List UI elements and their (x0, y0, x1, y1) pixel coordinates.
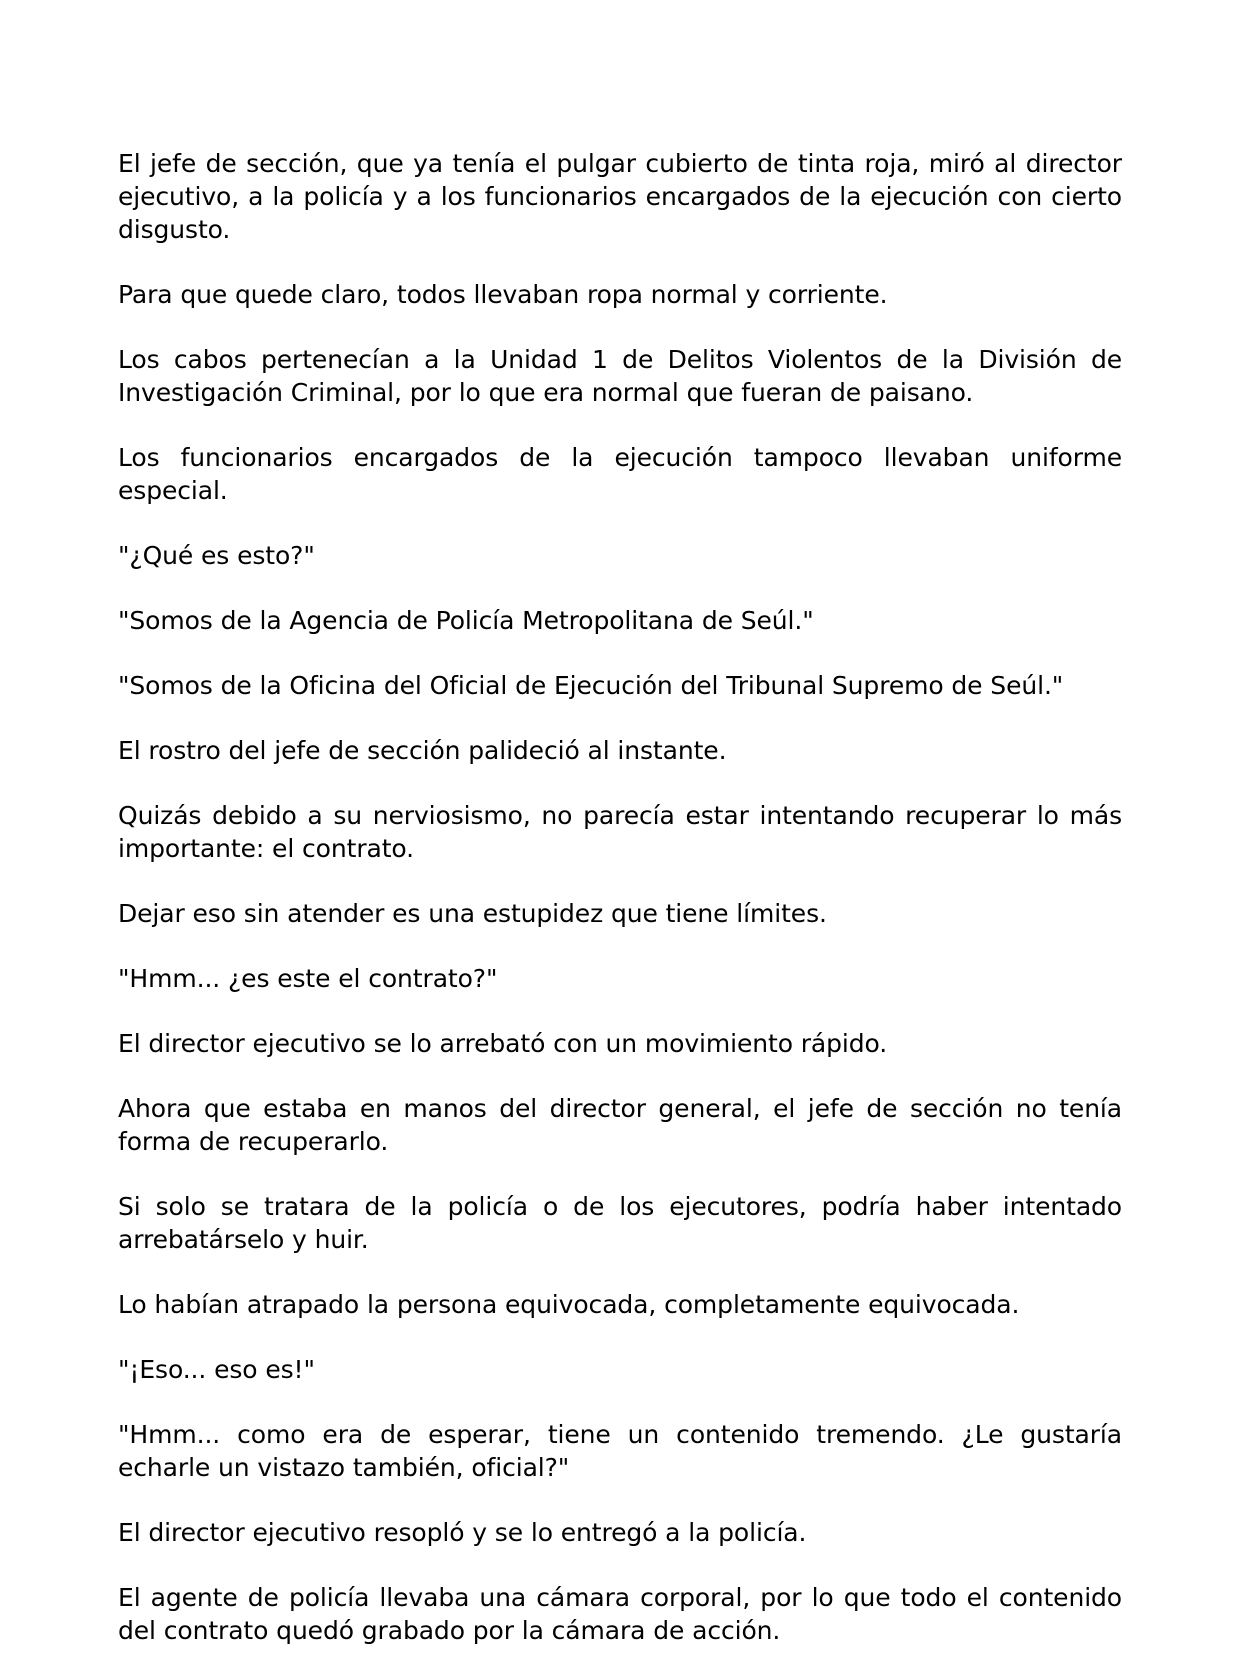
paragraph-13: Ahora que estaba en manos del director general, el jefe de sección no tenía forma de recuperarlo. (118, 1094, 1122, 1156)
paragraph-6: "Somos de la Agencia de Policía Metropolitana de Seúl." (118, 606, 814, 635)
document-body (118, 147, 1122, 1679)
paragraph-1: El jefe de sección, que ya tenía el pulgar cubierto de tinta roja, miró al director ejecutivo, a la policía y a los funcionarios encargados de la ejecución con cierto disgusto. (118, 149, 1122, 244)
paragraph-10: Dejar eso sin atender es una estupidez que tiene límites. (118, 899, 827, 928)
paragraph-7: "Somos de la Oficina del Oficial de Ejecución del Tribunal Supremo de Seúl." (118, 671, 1064, 700)
paragraph-16: "¡Eso... eso es!" (118, 1355, 315, 1384)
paragraph-18: El director ejecutivo resopló y se lo entregó a la policía. (118, 1518, 807, 1547)
paragraph-2: Para que quede claro, todos llevaban ropa normal y corriente. (118, 280, 888, 309)
paragraph-15: Lo habían atrapado la persona equivocada, completamente equivocada. (118, 1290, 1020, 1319)
paragraph-12: El director ejecutivo se lo arrebató con un movimiento rápido. (118, 1029, 888, 1058)
paragraph-3: Los cabos pertenecían a la Unidad 1 de Delitos Violentos de la División de Investigación Criminal, por lo que era normal que fueran de paisano. (118, 345, 1122, 407)
paragraph-9: Quizás debido a su nerviosismo, no parecía estar intentando recuperar lo más importante: el contrato. (118, 801, 1122, 863)
paragraph-17: "Hmm... como era de esperar, tiene un contenido tremendo. ¿Le gustaría echarle un vistazo también, oficial?" (118, 1420, 1122, 1482)
paragraph-8: El rostro del jefe de sección palideció al instante. (118, 736, 727, 765)
paragraph-5: "¿Qué es esto?" (118, 541, 315, 570)
paragraph-11: "Hmm... ¿es este el contrato?" (118, 964, 498, 993)
paragraph-19: El agente de policía llevaba una cámara corporal, por lo que todo el contenido del contrato quedó grabado por la cámara de acción. (118, 1583, 1122, 1645)
paragraph-14: Si solo se tratara de la policía o de los ejecutores, podría haber intentado arrebatárselo y huir. (118, 1192, 1122, 1254)
paragraph-4: Los funcionarios encargados de la ejecución tampoco llevaban uniforme especial. (118, 443, 1122, 505)
